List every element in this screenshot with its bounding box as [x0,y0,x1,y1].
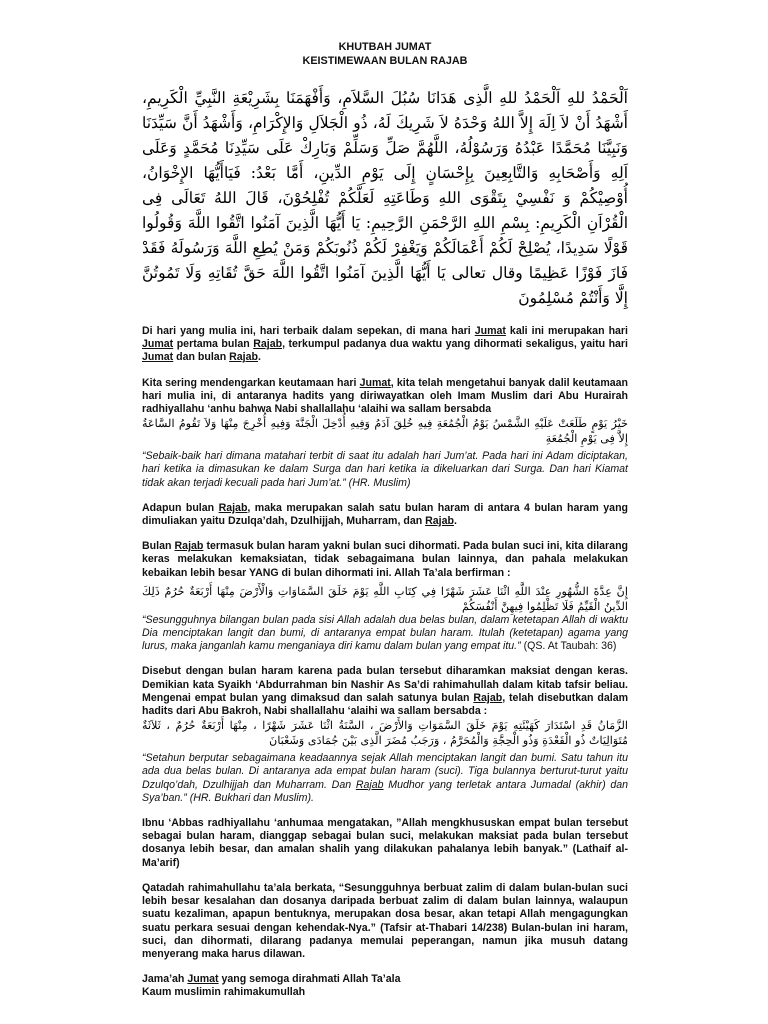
underlined-word: Rajab [253,338,283,351]
paragraph-6: Ibnu ‘Abbas radhiyallahu ‘anhumaa mengatakan, ”Allah mengkhususkan empat bulan tersebut sebagai bulan haram, dianggap sebagai bulan suci, melakukan maksiat pada bulan tersebut dosanya lebih besar, dan amalan shalih yang dilakukan pahalanya lebih banyak.” (Lathaif al-Ma’arif) [142,817,628,869]
ayat-arabic: إِنَّ عِدَّةَ الشُّهُورِ عِنْدَ اللَّهِ اثْنَا عَشَرَ شَهْرًا فِي كِتَابِ اللَّهِ يَوْمَ خَلَقَ السَّمَاوَاتِ وَالْأَرْضَ مِنْهَا أَرْبَعَةٌ حُرُمٌ ذَلِكَ الدِّينُ الْقَيِّمُ فَلَا تَظْلِمُوا فِيهِنَّ أَنْفُسَكُمْ [142,584,628,613]
underlined-word: Jumat [359,376,391,389]
underlined-word: Rajab [218,501,248,514]
hadith-2-arabic: الزَّمَانُ قَدِ اسْتَدَارَ كَهَيْئَتِهِ يَوْمَ خَلَقَ السَّمَوَاتِ وَالأَرْضَ ، السَّنَةُ اثْنَا عَشَرَ شَهْرًا ، مِنْهَا أَرْبَعَةٌ حُرُمٌ ، ثَلاَثَةٌ مُتَوَالِيَاتٌ ذُو الْقَعْدَةِ وَذُو الْحِجَّةِ وَالْمُحَرَّمُ ، وَرَجَبُ مُضَرَ الَّذِى بَيْنَ جُمَادَى وَشَعْبَانَ [142,719,628,748]
opening-arabic-text: اَلْحَمْدُ للهِ اَلْحَمْدُ للهِ الَّذِى هَدَانَا سُبُلَ السَّلاَمِ، وَأَفْهَمَنَا بِشَرِيْعَةِ النَّبِيِّ الْكَرِيمِ، أَشْهَدُ أَنْ لاَ اِلَهَ إِلاَّ اللهُ وَحْدَهُ لاَ شَرِيكَ لَهُ، ذُو الْجَلاَلِ وَالإِكْرَامِ، وَأَشْهَدُ أَنَّ سَيِّدَنَا وَنَبِيَّنَا مُحَمَّدًا عَبْدُهُ وَرَسُوْلُهُ، اللَّهُمَّ صَلِّ وَسَلِّمْ وَبَارِكْ عَلَى سَيِّدِنَا مُحَمَّدٍ وَعَلَى اَلِهِ وَأَصْحَابِهِ وَالتَّابِعِينَ بِإِحْسَانٍ إِلَى يَوْمِ الدِّينِ، أَمَّا بَعْدُ: فَيَاأَيُّهَا الإِخْوَانُ، أُوْصِيْكُمْ وَ نَفْسِيْ بِتَقْوَى اللهِ وَطَاعَتِهِ لَعَلَّكُمْ تُفْلِحُوْنَ، قَالَ اللهُ تَعَالَى فِى الْقُرْاَنِ الْكَرِيمِ: بِسْمِ اللهِ الرَّحْمَنِ الرَّحِيمِ: يَا أَيُّهَا الَّذِينَ آمَنُوا اتَّقُوا اللَّهَ وَقُولُوا قَوْلًا سَدِيدًا، يُصْلِحْ لَكُمْ أَعْمَالَكُمْ وَيَغْفِرْ لَكُمْ ذُنُوبَكُمْ وَمَنْ يُطِعِ اللَّهَ وَرَسُولَهُ فَقَدْ فَازَ فَوْزًا عَظِيمًا وقال تعالى يَا أَيُّهَا الَّذِينَ آمَنُوا اتَّقُوا اللَّهَ حَقَّ تُقَاتِهِ وَلَا تَمُوتُنَّ إِلَّا وَأَنْتُمْ مُسْلِمُونَ [142,89,628,307]
underlined-word: Rajab [174,540,204,553]
closing-line-1: Jama’ah Jumat yang semoga dirahmati Allah Ta’ala [142,973,401,986]
hadith-2-translation: “Setahun berputar sebagaimana keadaannya sejak Allah menciptakan langit dan bumi. Satu tahun itu ada dua belas bulan. Di antaranya ada empat bulan haram (suci). Tiga bulannya berturut-turut yaitu Dzulqo’dah, Dzulhijjah dan Muharram. Dan Rajab Mudhor yang terletak antara Jumadal (akhir) dan Sya’ban.” (HR. Bukhari dan Muslim). [142,752,628,804]
document-subtitle: KEISTIMEWAAN BULAN RAJAB [302,55,468,67]
paragraph-1: Di hari yang mulia ini, hari terbaik dalam sepekan, di mana hari Jumat kali ini merupakan hari Jumat pertama bulan Rajab, terkumpul padanya dua waktu yang dihormati sekaligus, yaitu hari Jumat dan bulan Rajab. [142,325,629,364]
underlined-word: Jumat [187,973,219,986]
underlined-word: Rajab [473,691,503,704]
underlined-word: Rajab [425,515,454,528]
document-title: KHUTBAH JUMAT [338,41,432,53]
closing-line-2: Kaum muslimin rahimakumullah [142,986,306,999]
paragraph-3: Adapun bulan Rajab, maka merupakan salah satu bulan haram di antara 4 bulan haram yang dimuliakan yaitu Dzulqa’dah, Dzulhijjah, Muharram, dan Rajab. [142,501,629,528]
paragraph-2: Kita sering mendengarkan keutamaan hari Jumat, kita telah mengetahui banyak dalil keutamaan hari mulia ini, di antaranya hadits yang diriwayatkan oleh Imam Muslim dari Abu Hurairah radhiyallahu ‘anhu bahwa Nabi shallallahu ‘alaihi wa sallam bersabda [142,376,628,416]
hadith-1-translation: “Sebaik-baik hari dimana matahari terbit di saat itu adalah hari Jum’at. Pada hari ini Adam diciptakan, hari ketika ia dimasukan ke dalam Surga dan hari ketika ia dikeluarkan dari Surga. Dan hari Kiamat tidak akan terjadi kecuali pada hari Jum’at.” (HR. Muslim) [142,450,628,489]
ayat-translation: “Sesungguhnya bilangan bulan pada sisi Allah adalah dua belas bulan, dalam ketetapan Allah di waktu Dia menciptakan langit dan bumi, di antaranya empat bulan haram. Itulah (ketetapan) agama yang lurus, maka janganlah kamu menganiaya diri kamu dalam bulan yang empat itu.” (QS. At Taubah: 36) [142,613,628,653]
underlined-word: Jumat [142,338,174,351]
underlined-word: Jumat [474,325,506,337]
paragraph-5: Disebut dengan bulan haram karena pada bulan tersebut diharamkan maksiat dengan keras. Demikian kata Syaikh ‘Abdurrahman bin Nashir As Sa’di rahimahullah dalam kitab tafsir beliau. Mengenai empat bulan yang dimaksud dan salah satunya bulan Rajab, telah disebutkan dalam hadits dari Abu Bakroh, Nabi shallallahu ‘alaihi wa sallam bersabda : [142,665,628,718]
underlined-word: Rajab [229,351,258,364]
paragraph-4: Bulan Rajab termasuk bulan haram yakni bulan suci dihormati. Pada bulan suci ini, kita dilarang keras melakukan kemaksiatan, tidak sebagaimana bulan lainnya, dan pahala melakukan kebaikan lebih besar YANG di bulan dihormati ini. Allah Ta’ala berfirman : [142,540,629,579]
underlined-word: Rajab [355,778,384,791]
hadith-1-arabic: خَيْرُ يَوْمٍ طَلَعَتْ عَلَيْهِ الشَّمْسُ يَوْمُ الْجُمُعَةِ فِيهِ خُلِقَ آدَمُ وَفِيهِ أُدْخِلَ الْجَنَّةَ وَفِيهِ أُخْرِجَ مِنْهَا وَلاَ تَقُومُ السَّاعَةُ إِلاَّ فِى يَوْمِ الْجُمُعَةِ [142,417,628,446]
paragraph-7: Qatadah rahimahullahu ta’ala berkata, “Sesungguhnya berbuat zalim di dalam bulan-bulan suci lebih besar kesalahan dan dosanya daripada berbuat zalim di dalam bulan lainnya, walaupun suatu kezaliman, apapun bentuknya, merupakan dosa besar, akan tetapi Allah mengagungkan suatu perkara sesuai dengan kehendak-Nya.” (Tafsir at-Thabari 14/238) Bulan-bulan ini haram, suci, dan dihormati, dilarang padanya memulai peperangan, namun jika musuh datang menyerang maka harus dilawan. [142,881,628,960]
underlined-word: Jumat [142,351,174,364]
ayat-source: (QS. At Taubah: 36) [520,640,617,653]
